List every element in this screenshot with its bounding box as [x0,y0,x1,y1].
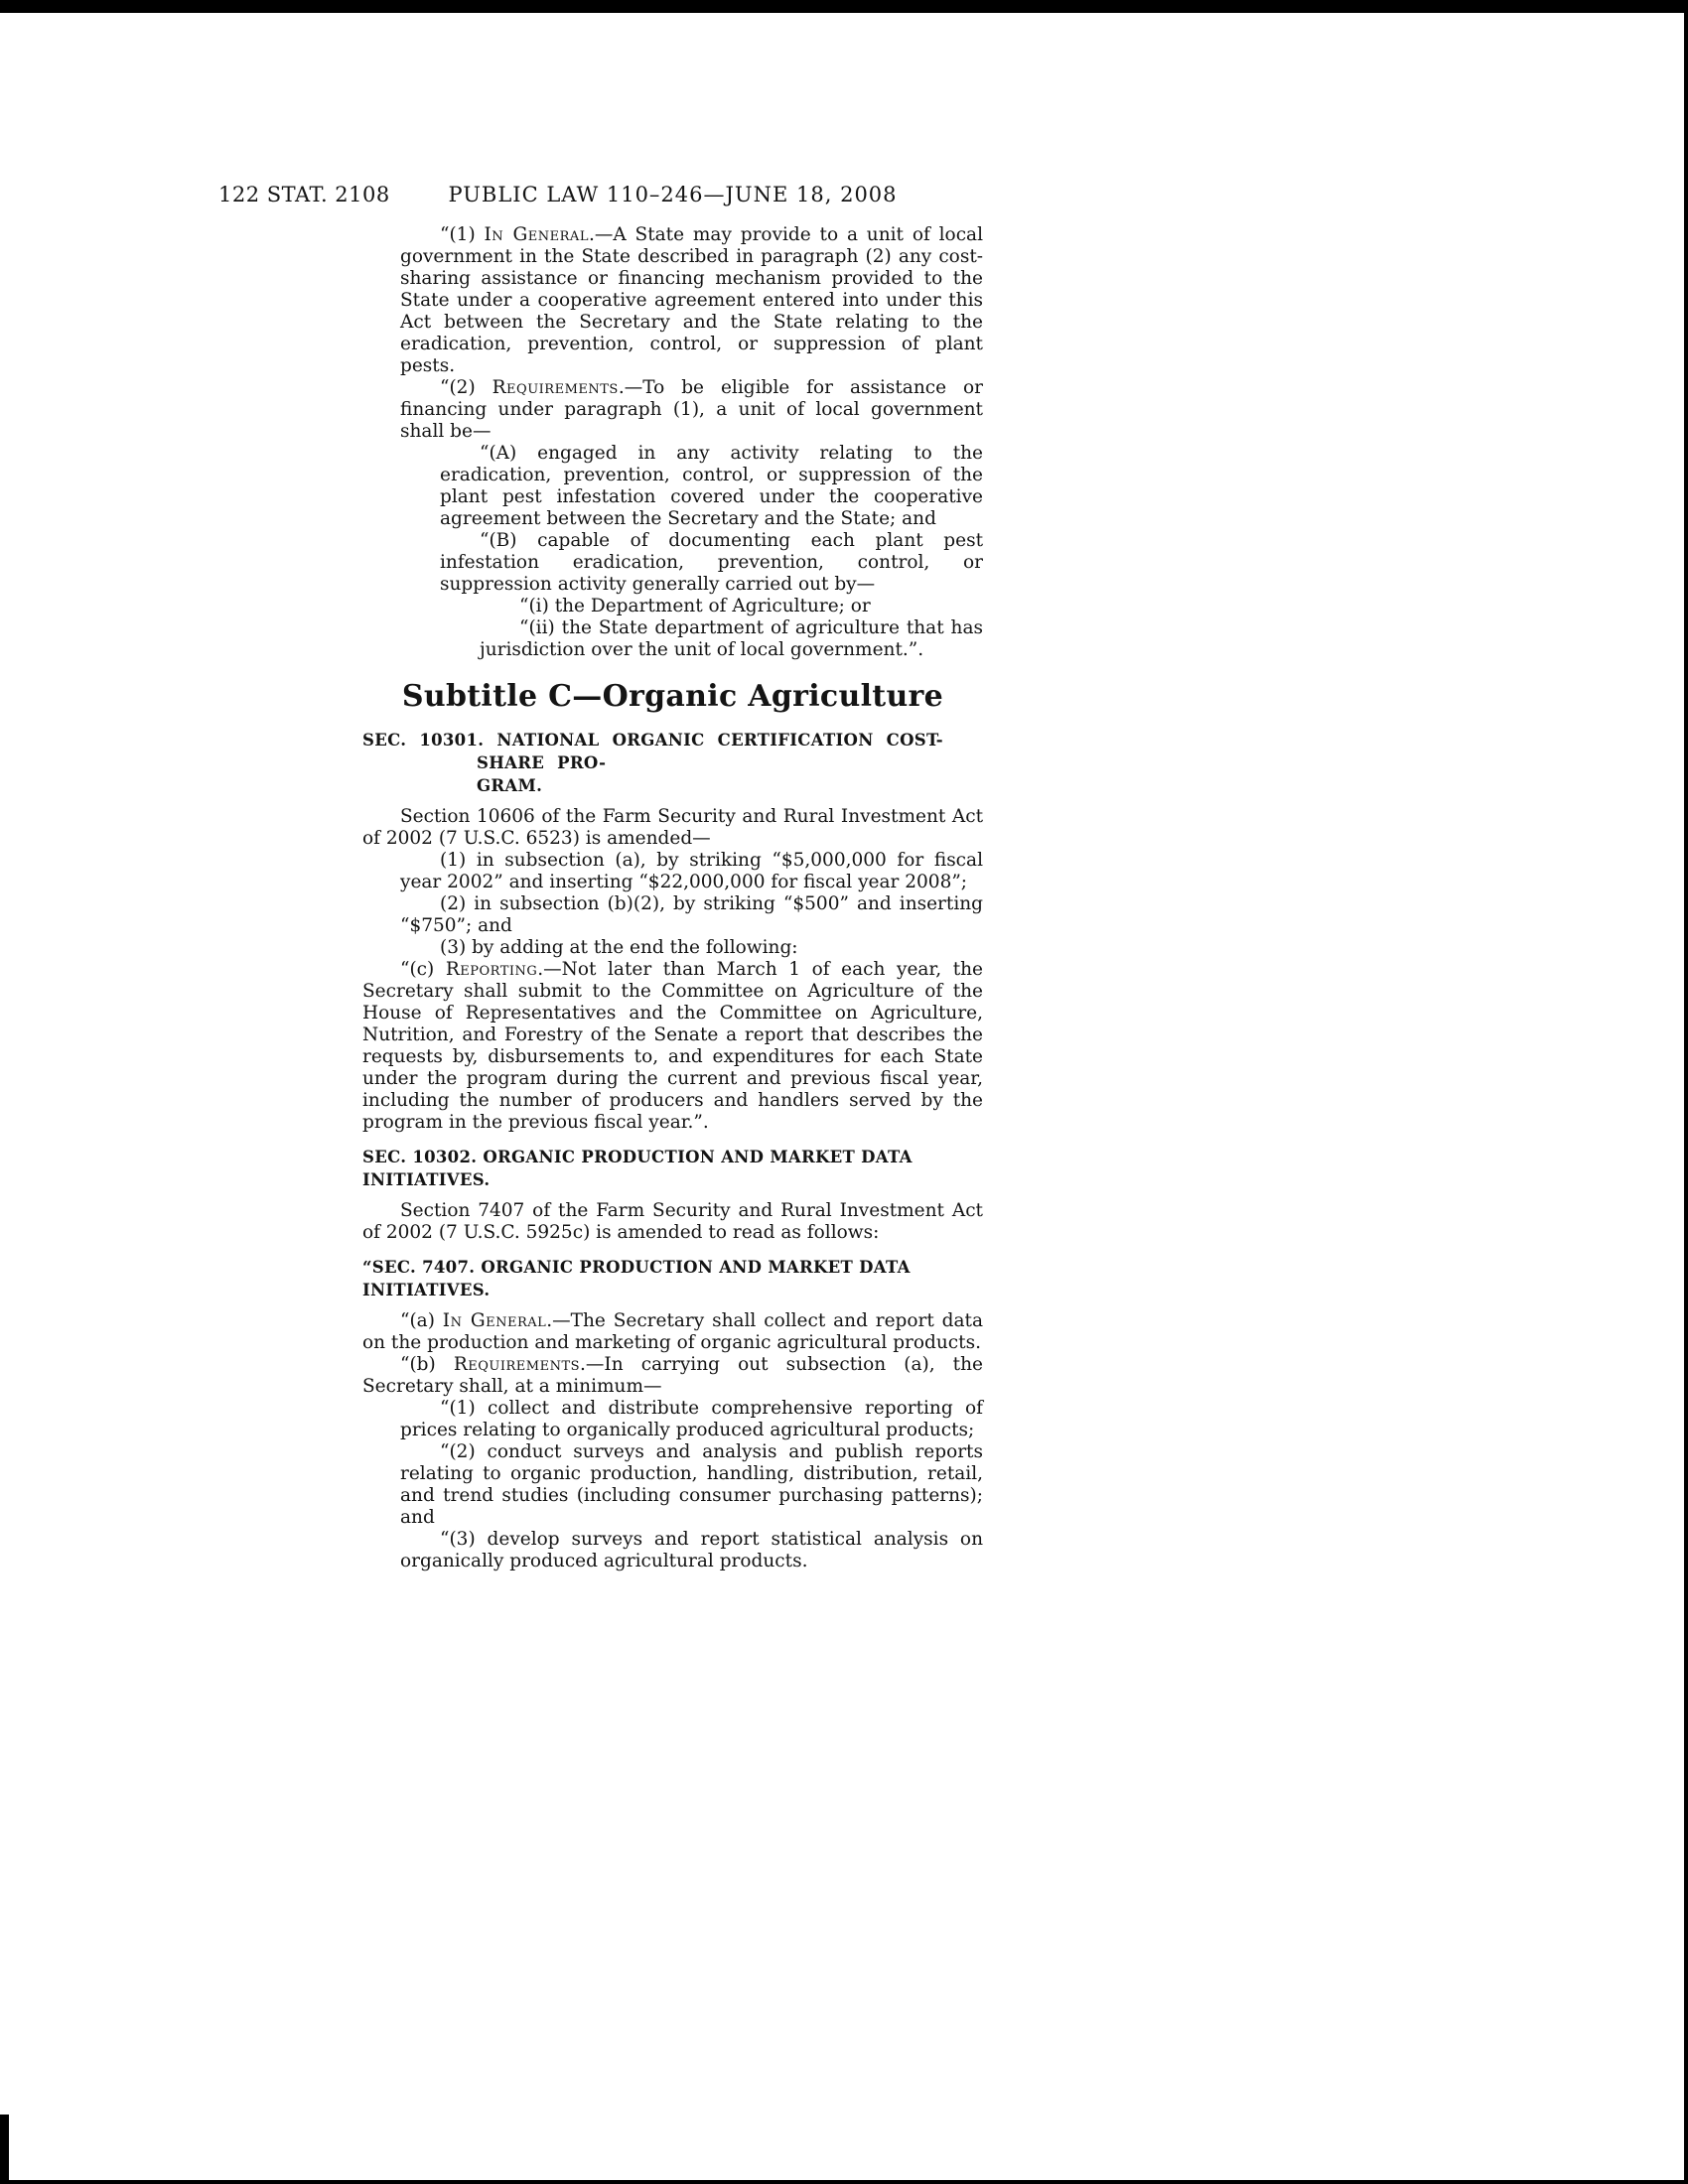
paragraph: “(ii) the State department of agriculture that has jurisdiction over the unit of local government.”. [480,617,983,660]
paragraph [400,377,983,443]
text-segment: “(a) [400,1310,443,1331]
small-caps-label: In General [442,1310,547,1331]
paragraph: (2) in subsection (b)(2), by striking “$500” and inserting “$750”; and [400,893,983,936]
paragraph: “(B) capable of documenting each plant pest infestation eradication, prevention, control, or suppression activity generally carried out by— [440,530,983,595]
paragraph: Section 10606 of the Farm Security and Rural Investment Act of 2002 (7 U.S.C. 6523) is amended— [362,806,983,849]
scan-edge-bottom [0,2180,1688,2184]
paragraph: (3) by adding at the end the following: [440,937,798,958]
paragraph [362,959,983,1134]
text-segment: “(c) [400,959,446,980]
scan-edge-top [0,0,1688,13]
paragraph [400,224,983,377]
section-heading: “SEC. 7407. ORGANIC PRODUCTION AND MARKET DATA INITIATIVES. [362,1258,911,1299]
small-caps-label: In General [484,224,589,245]
text-segment: .—The Secretary shall collect and report data on the production and marketing of organic agricultural products. [362,1310,983,1353]
text-segment: “(1) [440,224,485,245]
paragraph [362,1354,983,1398]
section-heading: SEC. 10301. NATIONAL ORGANIC CERTIFICATION COST-SHARE PRO- GRAM. [362,731,943,795]
subtitle-heading: Subtitle C—Organic Agriculture [401,679,944,714]
paragraph: “(i) the Department of Agriculture; or [519,596,871,616]
paragraph: “(3) develop surveys and report statistical analysis on organically produced agricultural products. [400,1529,983,1571]
paragraph: (1) in subsection (a), by striking “$5,000,000 for fiscal year 2002” and inserting “$22,000,000 for fiscal year 2008”; [400,850,983,892]
stat-page-number: 122 STAT. 2108 [218,183,390,206]
scan-edge-corner [0,2115,9,2184]
text-segment: “(b) [400,1354,454,1375]
text-segment: .—To be eligible for assistance or financing under paragraph (1), a unit of local government shall be— [400,377,983,442]
paragraph: “(A) engaged in any activity relating to the eradication, prevention, control, or suppression of the plant pest infestation covered under the cooperative agreement between the Secretary and the State; and [440,443,983,529]
section-heading: SEC. 10302. ORGANIC PRODUCTION AND MARKET DATA INITIATIVES. [362,1148,913,1189]
text-segment: .—A State may provide to a unit of local government in the State described in paragraph (2) any cost-sharing assistance or financing mechanism provided to the State under a cooperative agreement entered into under this Act between the Secretary and the State relating to the eradication, prevention, control, or suppression of plant pests. [400,224,983,376]
document-body [362,224,983,1572]
text-segment: .—Not later than March 1 of each year, the Secretary shall submit to the Committee on Agriculture of the House of Representatives and the Committee on Agriculture, Nutrition, and Forestry of the Senate a report that describes the requests by, disbursements to, and expenditures for each State under the program during the current and previous fiscal year, including the number of producers and handlers served by the program in the previous fiscal year.”. [362,959,983,1133]
paragraph: Section 7407 of the Farm Security and Rural Investment Act of 2002 (7 U.S.C. 5925c) is amended to read as follows: [362,1200,983,1243]
small-caps-label: Requirements [492,377,619,398]
text-segment: .—In carrying out subsection (a), the Secretary shall, at a minimum— [362,1354,983,1397]
text-segment: “(2) [440,377,492,398]
paragraph: “(1) collect and distribute comprehensive reporting of prices relating to organically produced agricultural products; [400,1398,983,1440]
small-caps-label: Requirements [453,1354,581,1375]
scan-edge-right [1684,0,1688,2184]
law-header: PUBLIC LAW 110–246—JUNE 18, 2008 [448,183,898,206]
paragraph: “(2) conduct surveys and analysis and publish reports relating to organic production, handling, distribution, retail, and trend studies (including consumer purchasing patterns); and [400,1441,983,1528]
small-caps-label: Reporting [445,959,538,980]
paragraph [362,1310,983,1354]
